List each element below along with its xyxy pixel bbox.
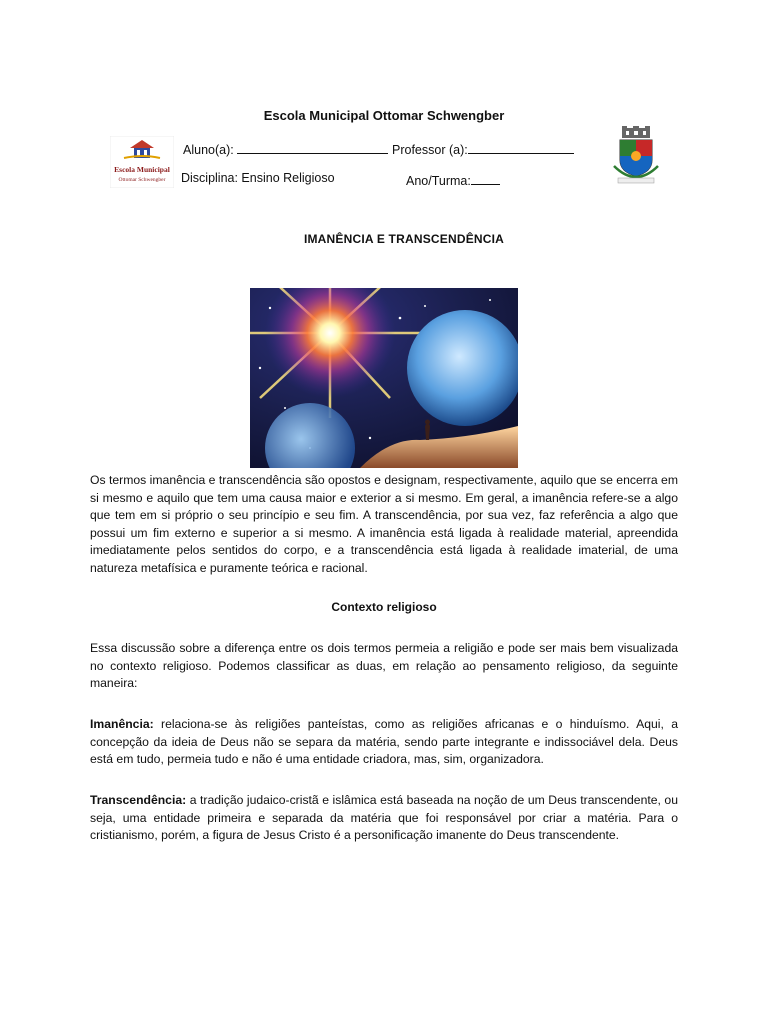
teacher-field — [392, 141, 574, 157]
municipal-crest-icon — [610, 126, 662, 188]
class-field — [406, 172, 500, 188]
class-blank — [471, 172, 500, 185]
subject-label: Disciplina: Ensino Religioso — [181, 171, 335, 185]
transcendence-text: a tradição judaico-cristã e islâmica está baseada na noção de um Deus transcendente, ou seja, uma entidade primeira e separada da matéria que foi responsável por criar a matéria. Para o cristianismo, porém, a figura de Jesus Cristo é a personificação imanente do Deus transcendente. — [90, 793, 678, 842]
svg-text:Escola Municipal: Escola Municipal — [114, 165, 170, 174]
teacher-blank — [468, 141, 574, 154]
student-label: Aluno(a): — [183, 143, 238, 157]
page-title: IMANÊNCIA E TRANSCENDÊNCIA — [303, 232, 505, 246]
school-name: Escola Municipal Ottomar Schwengber — [263, 108, 505, 123]
school-logo — [110, 136, 174, 188]
immanence-text: relaciona-se às religiões panteístas, como as religiões africanas e o hinduísmo. Aqui, a concepção da ideia de Deus não se separa da matéria, sendo parte integrante e indissociável dela. Deus está em tudo, permeia tudo e não é uma entidade criadora, mas, sim, organizadora. — [90, 717, 678, 766]
teacher-label: Professor (a): — [392, 143, 468, 157]
transcendence-paragraph — [90, 792, 678, 845]
section-title: Contexto religioso — [331, 600, 437, 614]
transcendence-term: Transcendência: — [90, 793, 187, 807]
cosmic-illustration — [250, 288, 518, 468]
immanence-paragraph — [90, 716, 678, 769]
class-label: Ano/Turma: — [406, 174, 471, 188]
immanence-term: Imanência: — [90, 717, 154, 731]
svg-text:Ottomar Schwengber: Ottomar Schwengber — [118, 177, 166, 183]
intro-paragraph: Os termos imanência e transcendência são opostos e designam, respectivamente, aquilo que se encerra em si mesmo e aquilo que tem uma causa maior e exterior a si mesmo. Em geral, a imanência refere-se a algo que tem em si próprio o seu princípio e seu fim. A transcendência, por sua vez, faz referência a algo que possui um fim externo e superior a si mesmo. A imanência está ligada à realidade material, apreendida imediatamente pelos sentidos do corpo, e a transcendência está ligada à realidade imaterial, de uma natureza metafísica e puramente teórica e racional. — [90, 473, 678, 575]
student-blank — [237, 141, 388, 154]
student-field — [183, 141, 388, 157]
context-paragraph: Essa discussão sobre a diferença entre os dois termos permeia a religião e pode ser mais bem visualizada no contexto religioso. Podemos classificar as duas, em relação ao pensamento religioso, da seguinte maneira: — [90, 641, 678, 690]
